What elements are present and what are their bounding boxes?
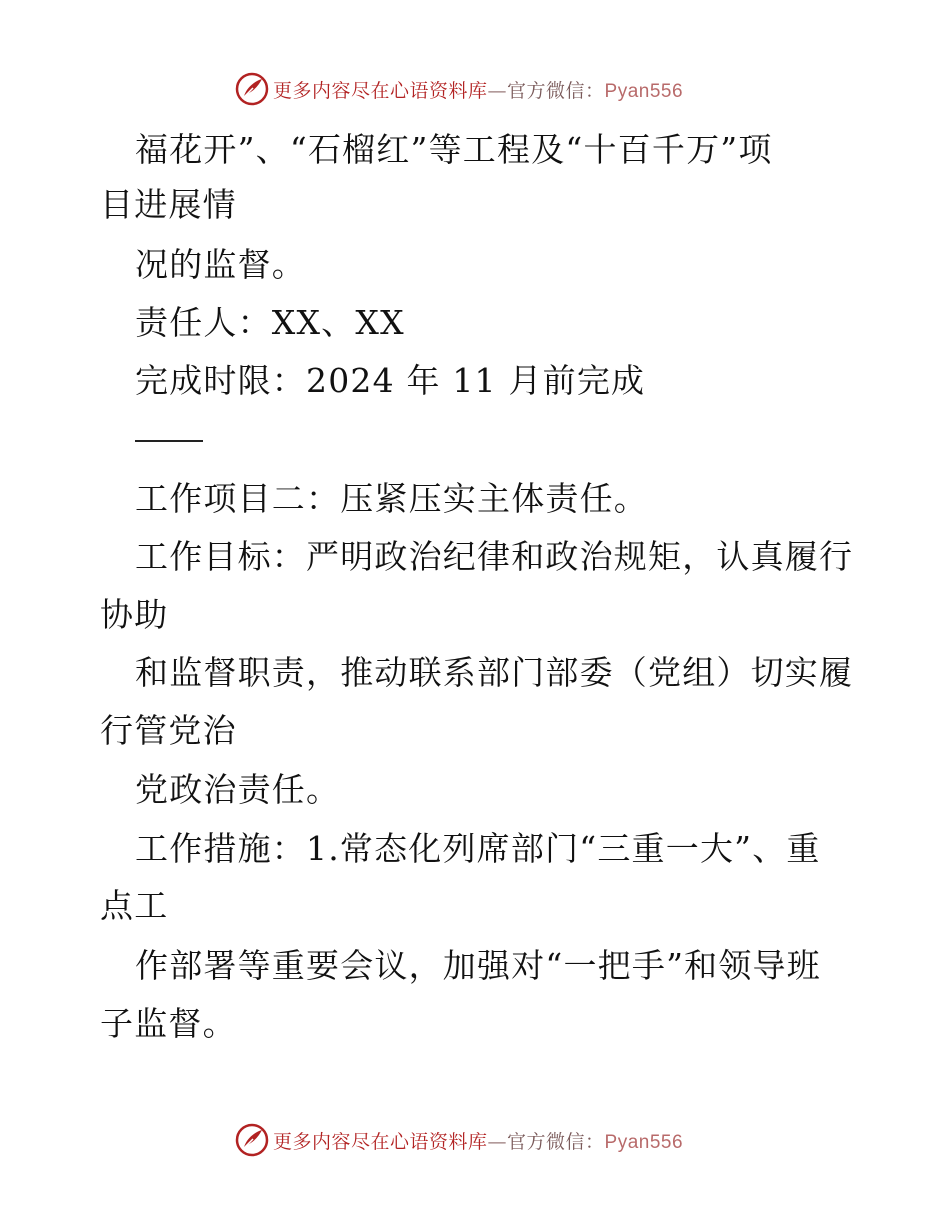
body-line: 责任人：XX、XX <box>135 303 405 342</box>
feather-pen-logo-icon <box>235 1123 269 1157</box>
feather-pen-logo-icon <box>235 72 269 106</box>
body-line: 和监督职责，推动联系部门部委（党组）切实履 <box>135 653 854 692</box>
body-line: 工作措施：1.常态化列席部门“三重一大”、重 <box>135 829 821 868</box>
body-line: 完成时限：2024 年 11 月前完成 <box>135 361 646 400</box>
body-line: 子监督。 <box>100 1004 237 1043</box>
watermark-footer <box>235 1122 683 1158</box>
body-line: 协助 <box>100 595 169 634</box>
body-line: 点工 <box>100 886 169 925</box>
body-line: 党政治责任。 <box>135 770 341 809</box>
body-line: 工作项目二：压紧压实主体责任。 <box>135 479 648 518</box>
body-line: 作部署等重要会议，加强对“一把手”和领导班 <box>135 946 821 985</box>
body-line: 况的监督。 <box>135 245 306 284</box>
body-line: 行管党治 <box>100 711 237 750</box>
watermark-text: 更多内容尽在心语资料库—官方微信：Pyan556 <box>273 1130 684 1153</box>
body-line: 工作目标：严明政治纪律和政治规矩，认真履行 <box>135 537 854 576</box>
watermark-header <box>235 71 683 107</box>
body-line: 福花开”、“石榴红”等工程及“十百千万”项 <box>135 130 773 169</box>
body-line: 目进展情 <box>100 185 237 224</box>
separator-dash <box>135 440 203 442</box>
watermark-text: 更多内容尽在心语资料库—官方微信：Pyan556 <box>273 79 684 102</box>
